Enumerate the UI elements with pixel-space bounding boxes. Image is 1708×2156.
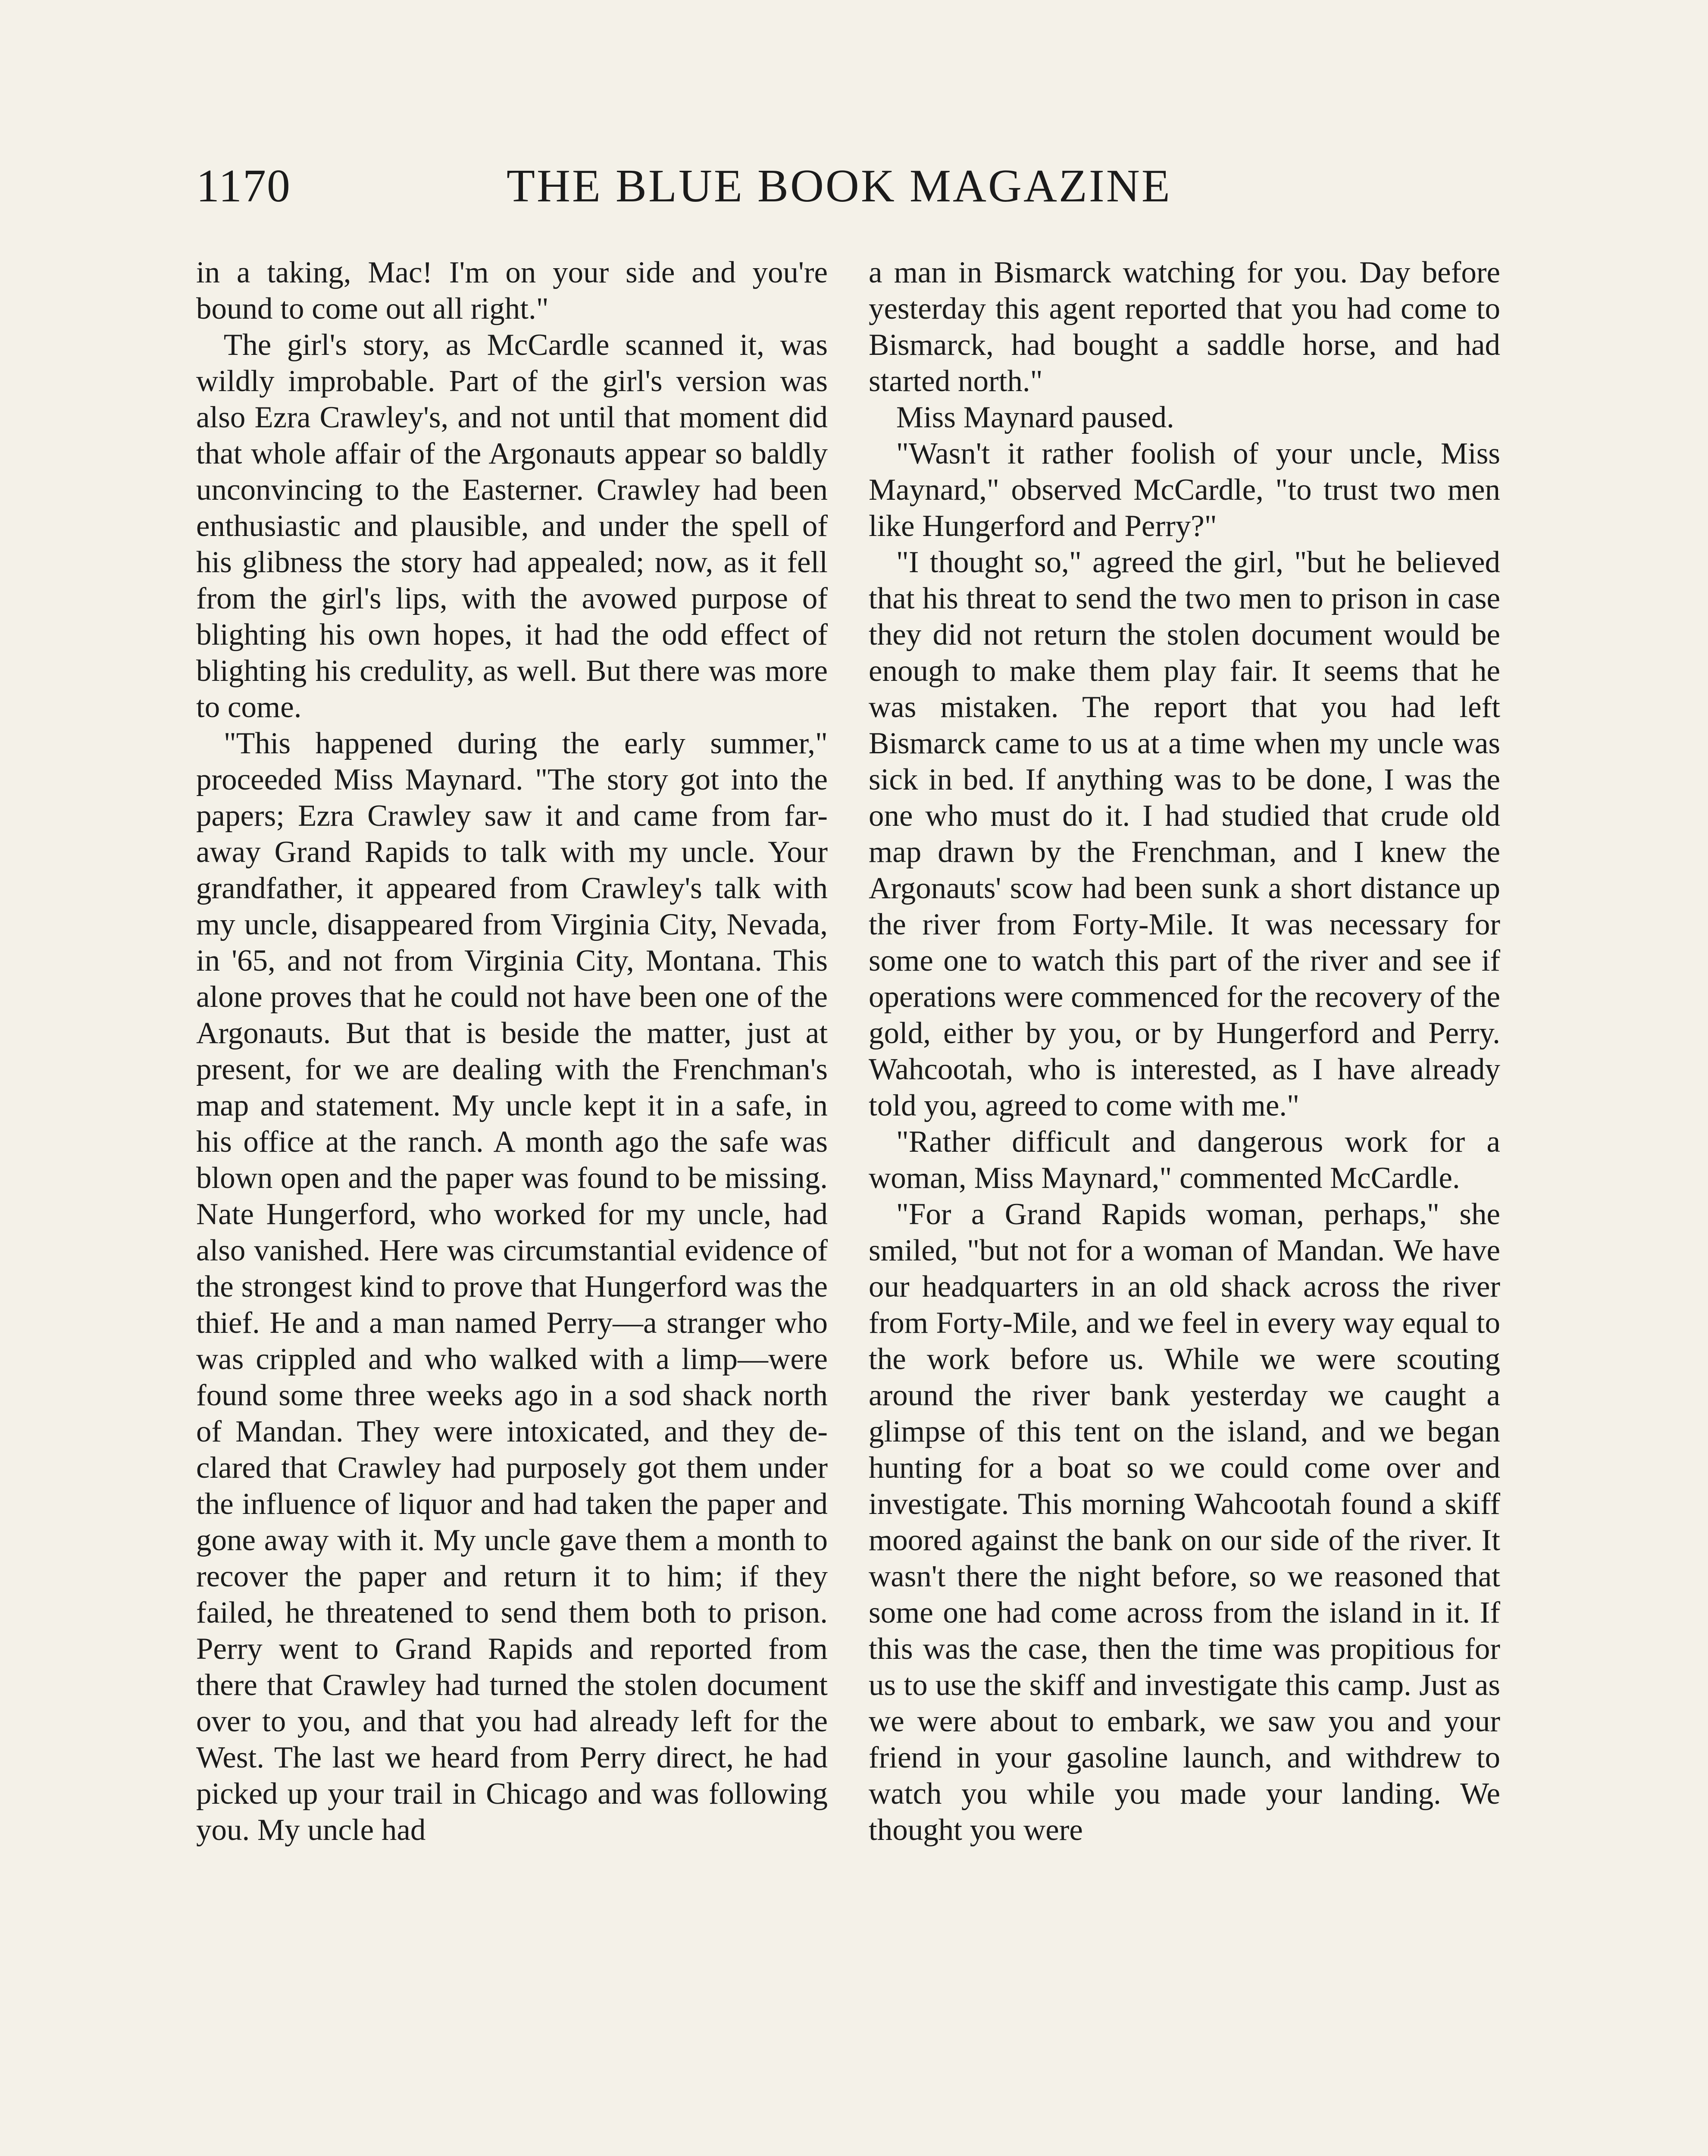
- paragraph: in a taking, Mac! I'm on your side and you're bound to come out all right.": [196, 256, 828, 326]
- paragraph: "This happened during the early summer," proceeded Miss Maynard. "The story got into the papers; Ezra Crawley saw it and came from far-away Grand Rapids to talk with my uncle. Your grandfather, it appeared from Crawley's talk with my uncle, disappeared from Virginia City, Nevada, in '65, and not from Virginia City, Montana. This alone proves that he could not have been one of the Argonauts. But that is beside the matter, just at present, for we are dealing with the Frenchman's map and statement. My uncle kept it in a safe, in his office at the ranch. A month ago the safe was blown open and the paper was found to be missing. Nate Hungerford, who worked for my uncle, had also vanished. Here was circumstantial evidence of the strongest kind to prove that Hungerford was the thief. He and a man named Perry—a stranger who was crippled and who walked with a limp—were found some three weeks ago in a sod shack north of Mandan. They were intoxicated, and they declared that Crawley had purposely got them under the influence of liquor and had taken the paper and gone away with it. My uncle gave them a month to recover the paper and return it to him; if they failed, he threatened to send them both to prison. Perry went to Grand Rapids and reported from there that Crawley had turned the stolen document over to you, and that you had already left for the West. The last we heard from Perry direct, he had picked up your trail in Chicago and was following you. My uncle had: [196, 727, 828, 1847]
- paragraph: Miss Maynard paused.: [896, 401, 1174, 434]
- paragraph: "Rather difficult and dangerous work for a woman, Miss Maynard," commented McCardle.: [869, 1125, 1500, 1195]
- paragraph: a man in Bismarck watching for you. Day before yesterday this agent reported that you had come to Bismarck, had bought a saddle horse, and had started north.": [869, 256, 1500, 398]
- paragraph: The girl's story, as McCardle scanned it, was wildly improbable. Part of the girl's version was also Ezra Crawley's, and not until that moment did that whole affair of the Argonauts appear so baldly unconvincing to the Easterner. Crawley had been enthusiastic and plausible, and under the spell of his glibness the story had appealed; now, as it fell from the girl's lips, with the avowed purpose of blighting his own hopes, it had the odd effect of blighting his credulity, as well. But there was more to come.: [196, 328, 828, 724]
- page-number: 1170: [196, 160, 291, 212]
- left-column: [196, 254, 828, 2156]
- page-header: [196, 160, 1205, 229]
- right-column: [869, 254, 1500, 2156]
- running-head: THE BLUE BOOK MAGAZINE: [507, 160, 1172, 212]
- paragraph: "For a Grand Rapids woman, perhaps," she smiled, "but not for a woman of Mandan. We have our headquarters in an old shack across the river from Forty-Mile, and we feel in every way equal to the work before us. While we were scouting around the river bank yesterday we caught a glimpse of this tent on the island, and we began hunting for a boat so we could come over and investigate. This morning Wahcootah found a skiff moored against the bank on our side of the river. It wasn't there the night before, so we reasoned that some one had come across from the island in it. If this was the case, then the time was propitious for us to use the skiff and investigate this camp. Just as we were about to embark, we saw you and your friend in your gasoline launch, and withdrew to watch you while you made your landing. We thought you were: [869, 1197, 1500, 1847]
- paragraph: "I thought so," agreed the girl, "but he believed that his threat to send the two men to prison in case they did not return the stolen document would be enough to make them play fair. It seems that he was mistaken. The report that you had left Bismarck came to us at a time when my uncle was sick in bed. If anything was to be done, I was the one who must do it. I had studied that crude old map drawn by the Frenchman, and I knew the Argonauts' scow had been sunk a short distance up the river from Forty-Mile. It was necessary for some one to watch this part of the river and see if operations were commenced for the recovery of the gold, either by you, or by Hungerford and Perry. Wahcootah, who is interested, as I have already told you, agreed to come with me.": [869, 545, 1500, 1122]
- paragraph: "Wasn't it rather foolish of your uncle, Miss Maynard," observed McCardle, "to trust two men like Hungerford and Perry?": [869, 437, 1500, 543]
